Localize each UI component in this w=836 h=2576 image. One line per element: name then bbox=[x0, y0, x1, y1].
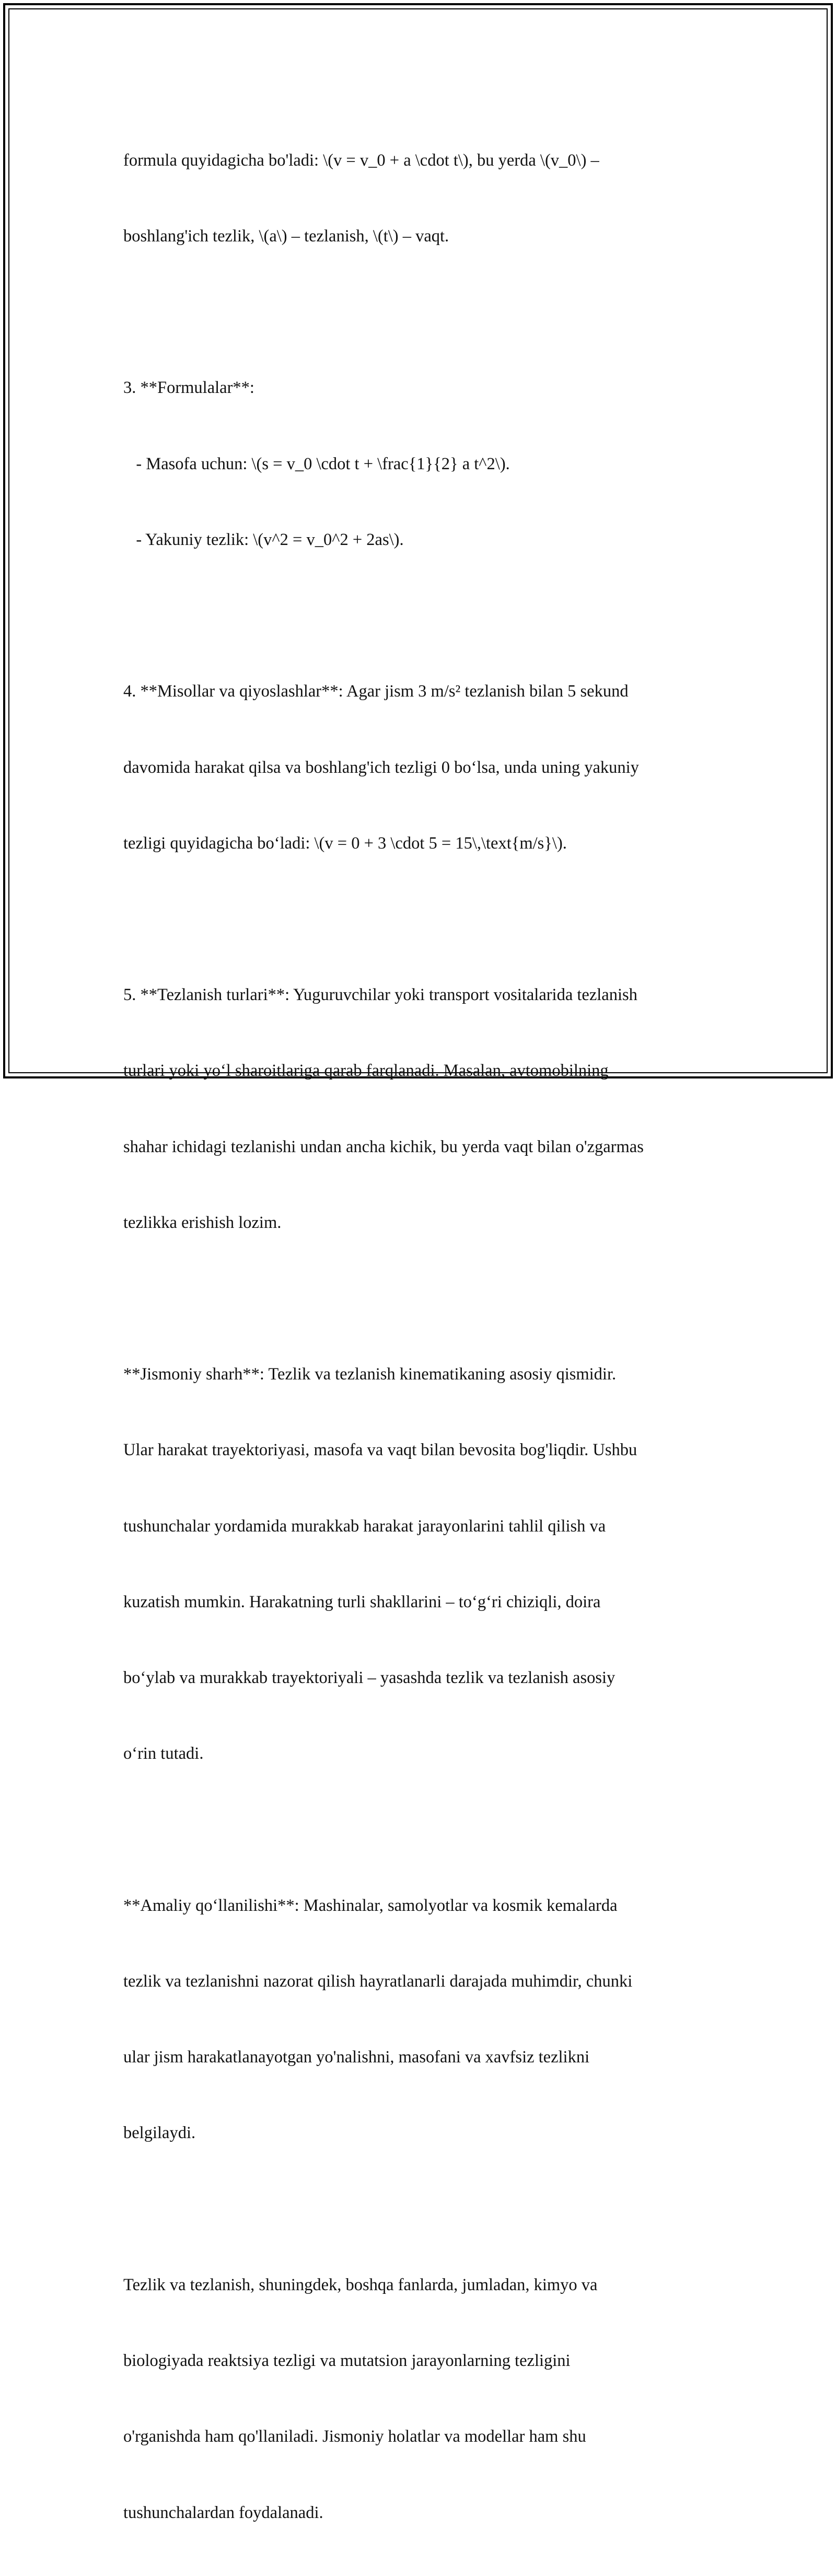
text-line: **Jismoniy sharh**: Tezlik va tezlanish kinematikaning asosiy qismidir. bbox=[123, 1365, 617, 1384]
paragraph-formula-intro bbox=[123, 97, 719, 299]
paragraph-formulalar bbox=[123, 325, 719, 603]
text-line: kuzatish mumkin. Harakatning turli shakllarini – to‘g‘ri chiziqli, doira bbox=[123, 1592, 601, 1611]
text-line: tezlikka erishish lozim. bbox=[123, 1213, 282, 1232]
text-line: bo‘ylab va murakkab trayektoriyali – yasashda tezlik va tezlanish asosiy bbox=[123, 1668, 616, 1688]
paragraph-misollar bbox=[123, 629, 719, 907]
text-line: tushunchalar yordamida murakkab harakat jarayonlarini tahlil qilish va bbox=[123, 1516, 606, 1536]
text-line: boshlang'ich tezlik, \(a\) – tezlanish, \(t\) – vaqt. bbox=[123, 227, 449, 246]
text-line: turlari yoki yo‘l sharoitlariga qarab farqlanadi. Masalan, avtomobilning bbox=[123, 1061, 609, 1081]
text-line: o‘rin tutadi. bbox=[123, 1744, 204, 1763]
text-line: - Masofa uchun: \(s = v_0 \cdot t + \frac{1}{2} a t^2\). bbox=[123, 454, 510, 473]
document-body bbox=[123, 97, 719, 2576]
text-line: formula quyidagicha bo'ladi: \(v = v_0 + a \cdot t\), bu yerda \(v_0\) – bbox=[123, 150, 599, 170]
text-line: - Yakuniy tezlik: \(v^2 = v_0^2 + 2as\). bbox=[123, 530, 404, 549]
paragraph-boshqa-fanlar bbox=[123, 2222, 719, 2576]
text-line: shahar ichidagi tezlanishi undan ancha kichik, bu yerda vaqt bilan o'zgarmas bbox=[123, 1137, 644, 1156]
text-line: 4. **Misollar va qiyoslashlar**: Agar jism 3 m/s² tezlanish bilan 5 sekund bbox=[123, 682, 629, 701]
text-line: tezlik va tezlanishni nazorat qilish hayratlanarli darajada muhimdir, chunki bbox=[123, 1971, 633, 1991]
text-line: belgilaydi. bbox=[123, 2124, 196, 2143]
text-line: davomida harakat qilsa va boshlang'ich tezligi 0 bo‘lsa, unda uning yakuniy bbox=[123, 758, 639, 777]
text-line: 3. **Formulalar**: bbox=[123, 378, 254, 398]
text-line: Ular harakat trayektoriyasi, masofa va vaqt bilan bevosita bog'liqdir. Ushbu bbox=[123, 1441, 637, 1460]
text-line: **Amaliy qo‘llanilishi**: Mashinalar, samolyotlar va kosmik kemalarda bbox=[123, 1896, 618, 1915]
text-line: o'rganishda ham qo'llaniladi. Jismoniy holatlar va modellar ham shu bbox=[123, 2427, 586, 2446]
text-line: tushunchalardan foydalanadi. bbox=[123, 2503, 323, 2522]
paragraph-amaliy-qollanilishi bbox=[123, 1842, 719, 2197]
text-line: 5. **Tezlanish turlari**: Yuguruvchilar yoki transport vositalarida tezlanish bbox=[123, 985, 637, 1005]
text-line: biologiyada reaktsiya tezligi va mutatsion jarayonlarning tezligini bbox=[123, 2351, 571, 2371]
paragraph-jismoniy-sharh bbox=[123, 1311, 719, 1817]
text-line: Tezlik va tezlanish, shuningdek, boshqa fanlarda, jumladan, kimyo va bbox=[123, 2275, 598, 2294]
text-line: ular jism harakatlanayotgan yo'nalishni, masofani va xavfsiz tezlikni bbox=[123, 2048, 590, 2067]
paragraph-tezlanish-turlari bbox=[123, 932, 719, 1286]
text-line: tezligi quyidagicha bo‘ladi: \(v = 0 + 3 \cdot 5 = 15\,\text{m/s}\). bbox=[123, 833, 567, 853]
